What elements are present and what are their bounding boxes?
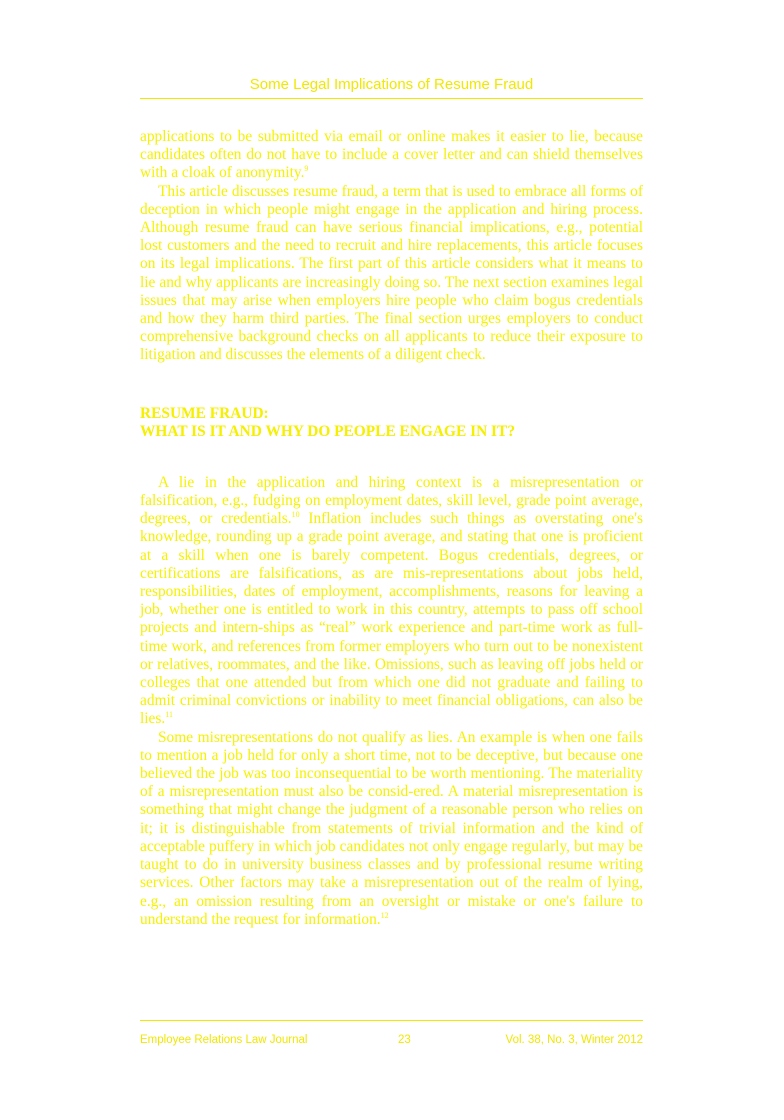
article-body [140,128,643,929]
intro-paragraph-1 [140,128,643,183]
section-heading-line-2: WHAT IS IT AND WHY DO PEOPLE ENGAGE IN IT? [140,423,516,441]
intro-paragraph-2: This article discusses resume fraud, a term that is used to embrace all forms of deception in which people might engage in the application and hiring process. Although resume fraud can have serious financial implications, e.g., potential lost customers and the need to recruit and hire replacements, this article focuses on its legal implications. The first part of this article considers what it means to lie and why applicants are increasingly doing so. The next section examines legal issues that may arise when employers hire people who claim bogus credentials and how they harm third parties. The final section urges employers to conduct comprehensive background checks on all applicants to reduce their exposure to litigation and discusses the elements of a diligent check. [140,182,643,364]
section-heading-line-1: RESUME FRAUD: [140,404,269,422]
section-p1-text-b: Inflation includes such things as overstating one's knowledge, rounding up a grade point average, and stating that one is proficient at a skill when one is barely competent. Bogus credentials, degrees, or certifications are falsifications, as are mis-representations about jobs held, responsibilities, dates of employment, accomplishments, reasons for leaving a job, whether one is entitled to work in this country, attempts to pass off school projects and intern-ships as “real” work experience and part-time work as full-time work, and references from former employers who turn out to be nonexistent or relatives, roommates, and the like. Omissions, such as leaving off jobs held or colleges that one attended but from which one did not graduate and failing to admit criminal convictions or inability to meet financial obligations, can also be lies. [140,510,643,728]
section-p1-text-a: A lie in the application and hiring context is a misrepresentation or falsification, e.g., fudging on employment dates, skill level, grade point average, degrees, or credentials. [140,473,643,528]
footer-rule [140,1020,643,1021]
intro-p1-text: applications to be submitted via email or online makes it easier to lie, because candidates often do not have to include a cover letter and can shield themselves with a cloak of anonymity. [140,128,643,182]
footnote-ref: 12 [380,910,389,920]
footnote-ref: 9 [304,164,309,174]
running-header: Some Legal Implications of Resume Fraud [249,76,534,93]
footer-volume-info: Vol. 38, No. 3, Winter 2012 [505,1034,643,1046]
section-p2-text: Some misrepresentations do not qualify as lies. An example is when one fails to mention a job held for only a short time, not to be deceptive, but because one believed the job was too inconsequential to be worth mentioning. The materiality of a misrepresentation must also be consid-ered. A material misrepresentation is something that might change the judgment of a reasonable person who relies on it; it is distinguishable from statements of trivial information and the kind of acceptable puffery in which job candidates not only engage regularly, but may be taught to do in university business classes and by professional resume writing services. Other factors may take a misrepresentation out of the realm of lying, e.g., an omission resulting from an oversight or mistake or one's failure to understand the request for information. [140,728,643,928]
footnote-ref: 11 [165,710,173,720]
header-rule [140,98,643,99]
footer-journal-name: Employee Relations Law Journal [140,1034,308,1046]
page-number: 23 [398,1034,411,1046]
section-heading [140,405,643,442]
section-paragraph-1 [140,474,643,729]
section-paragraph-2 [140,729,643,929]
footnote-ref: 10 [291,510,300,520]
